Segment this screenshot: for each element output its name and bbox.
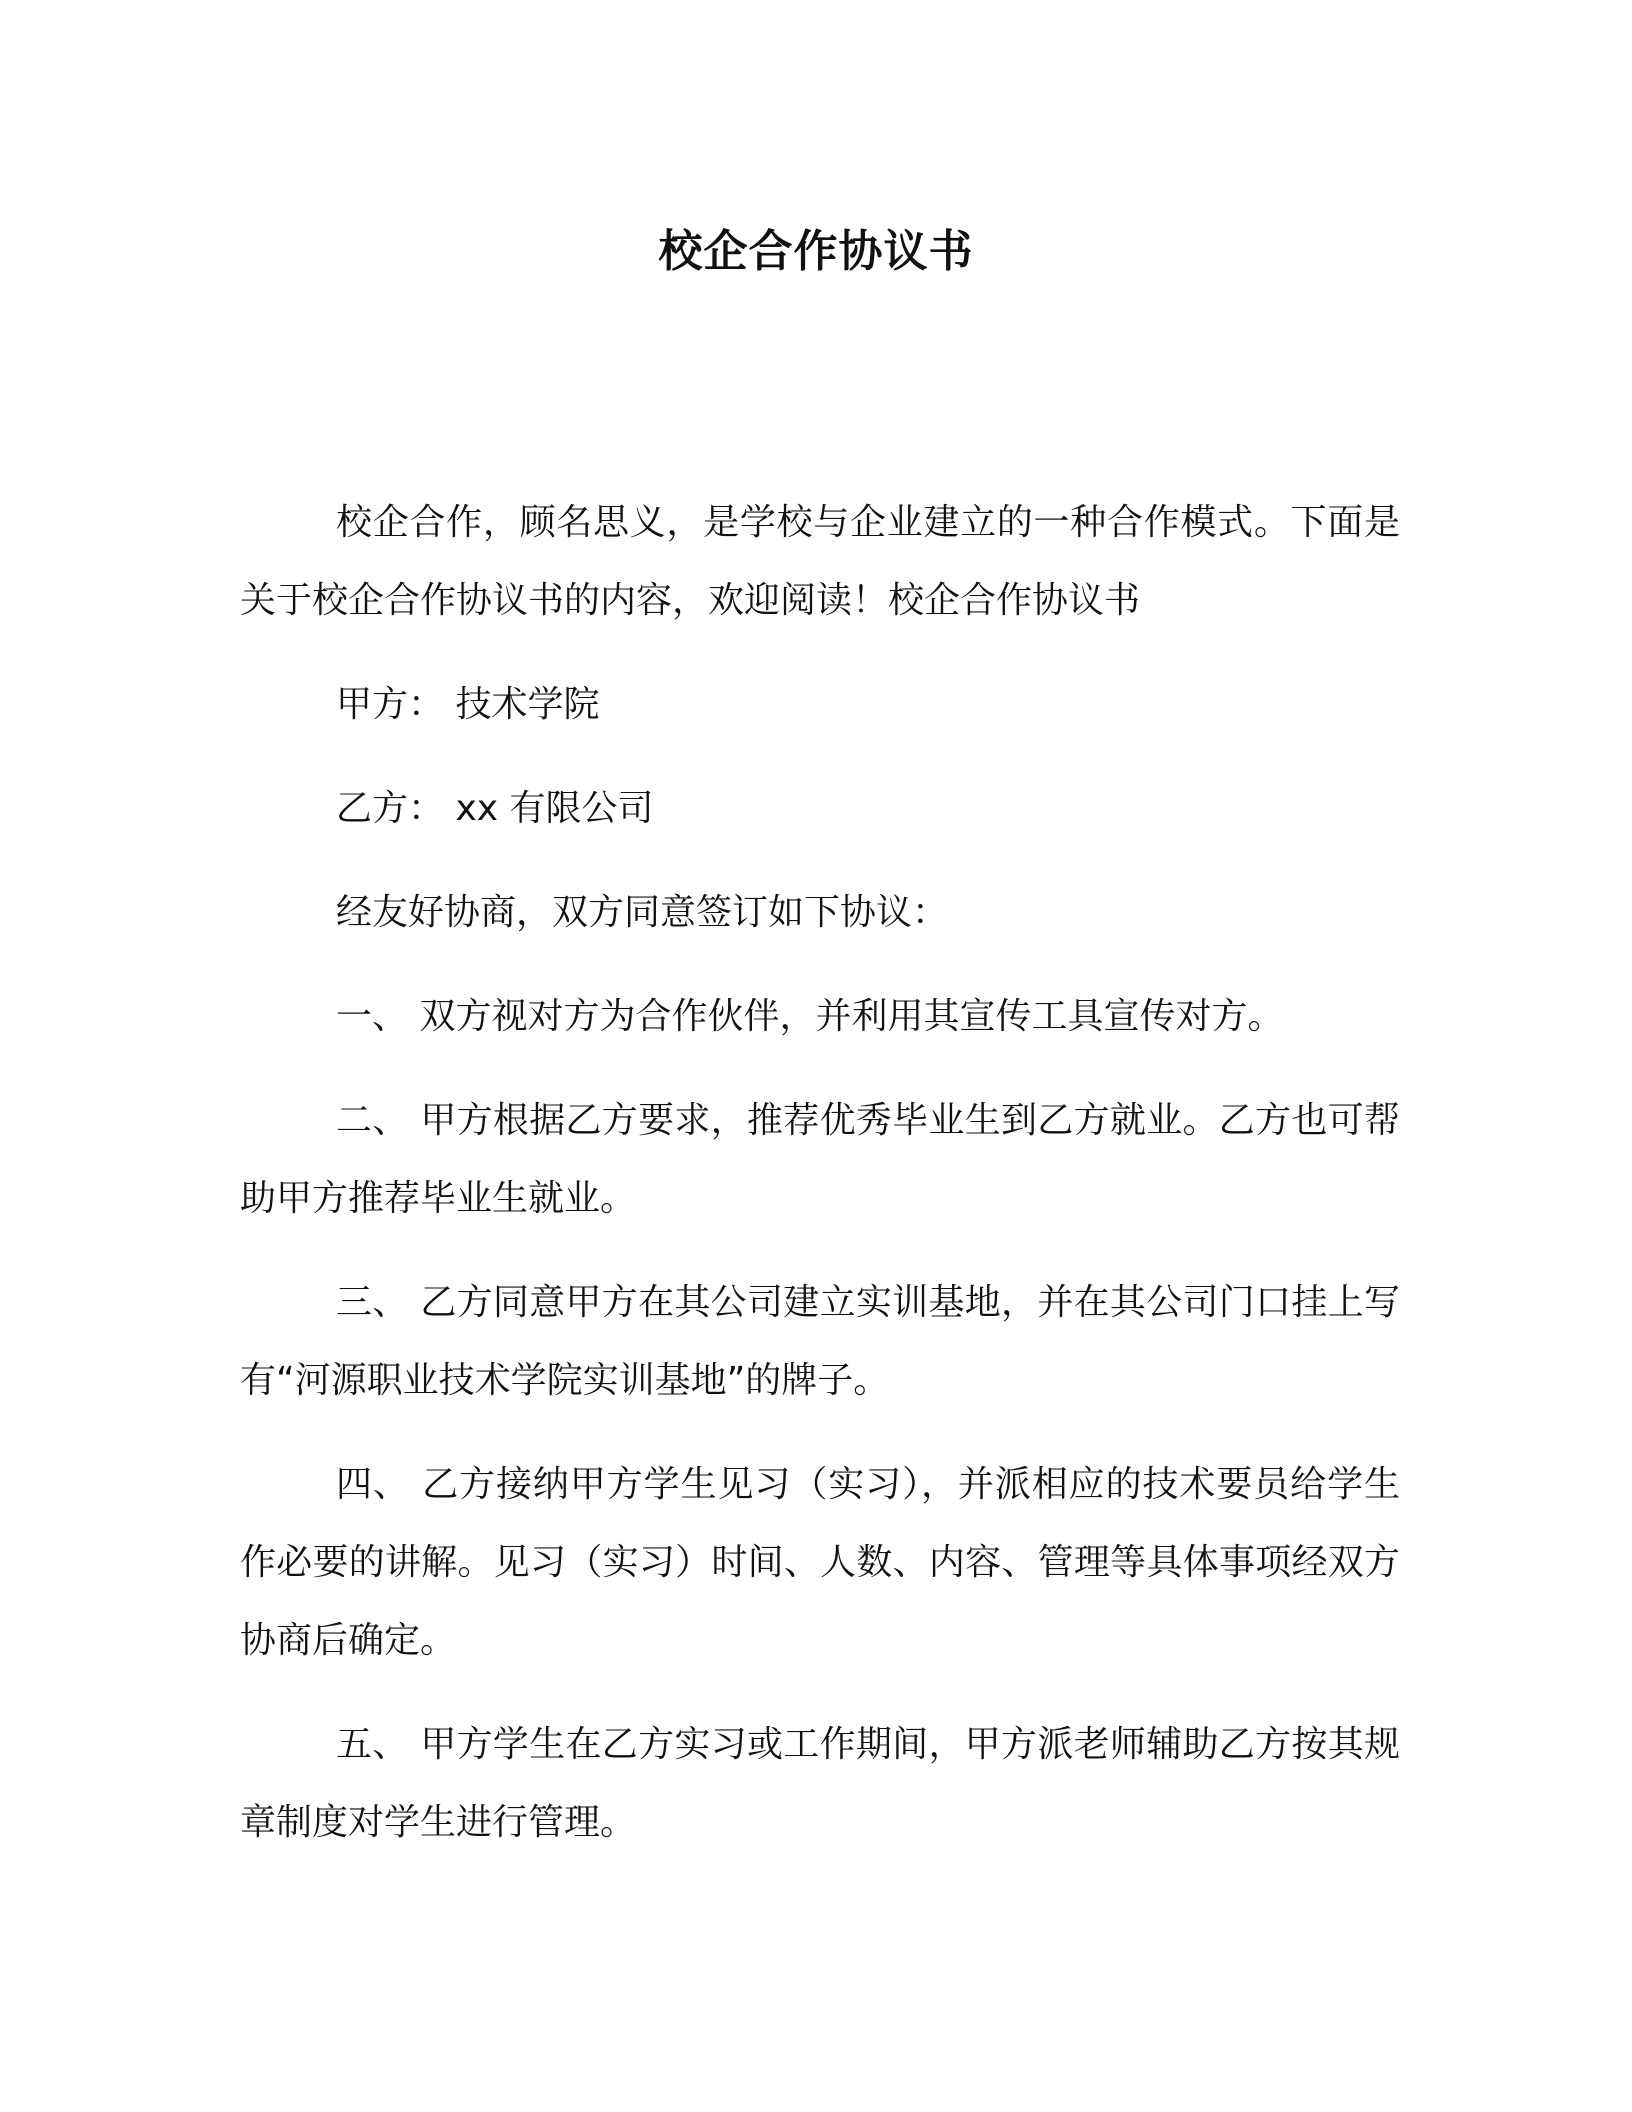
clause-4: 四、 乙方接纳甲方学生见习（实习），并派相应的技术要员给学生作必要的讲解。见习（实习）时间、人数、内容、管理等具体事项经双方协商后确定。	[240, 1464, 1400, 1661]
document-title: 校企合作协议书	[658, 226, 974, 277]
clause-5: 五、 甲方学生在乙方实习或工作期间，甲方派老师辅助乙方按其规章制度对学生进行管理。	[240, 1724, 1400, 1843]
clause-2: 二、 甲方根据乙方要求，推荐优秀毕业生到乙方就业。乙方也可帮助甲方推荐毕业生就业。	[240, 1100, 1400, 1219]
clause-3: 三、 乙方同意甲方在其公司建立实训基地，并在其公司门口挂上写有“河源职业技术学院实训基地”的牌子。	[240, 1282, 1400, 1401]
document-body	[240, 484, 1400, 1888]
party-b-line: 乙方： xx 有限公司	[336, 788, 654, 829]
party-a-line: 甲方： 技术学院	[336, 684, 600, 725]
intro-paragraph: 校企合作，顾名思义，是学校与企业建立的一种合作模式。下面是关于校企合作协议书的内容，欢迎阅读！校企合作协议书	[240, 502, 1400, 621]
clause-1: 一、 双方视对方为合作伙伴，并利用其宣传工具宣传对方。	[336, 996, 1284, 1037]
preamble-paragraph: 经友好协商，双方同意签订如下协议：	[336, 892, 949, 933]
